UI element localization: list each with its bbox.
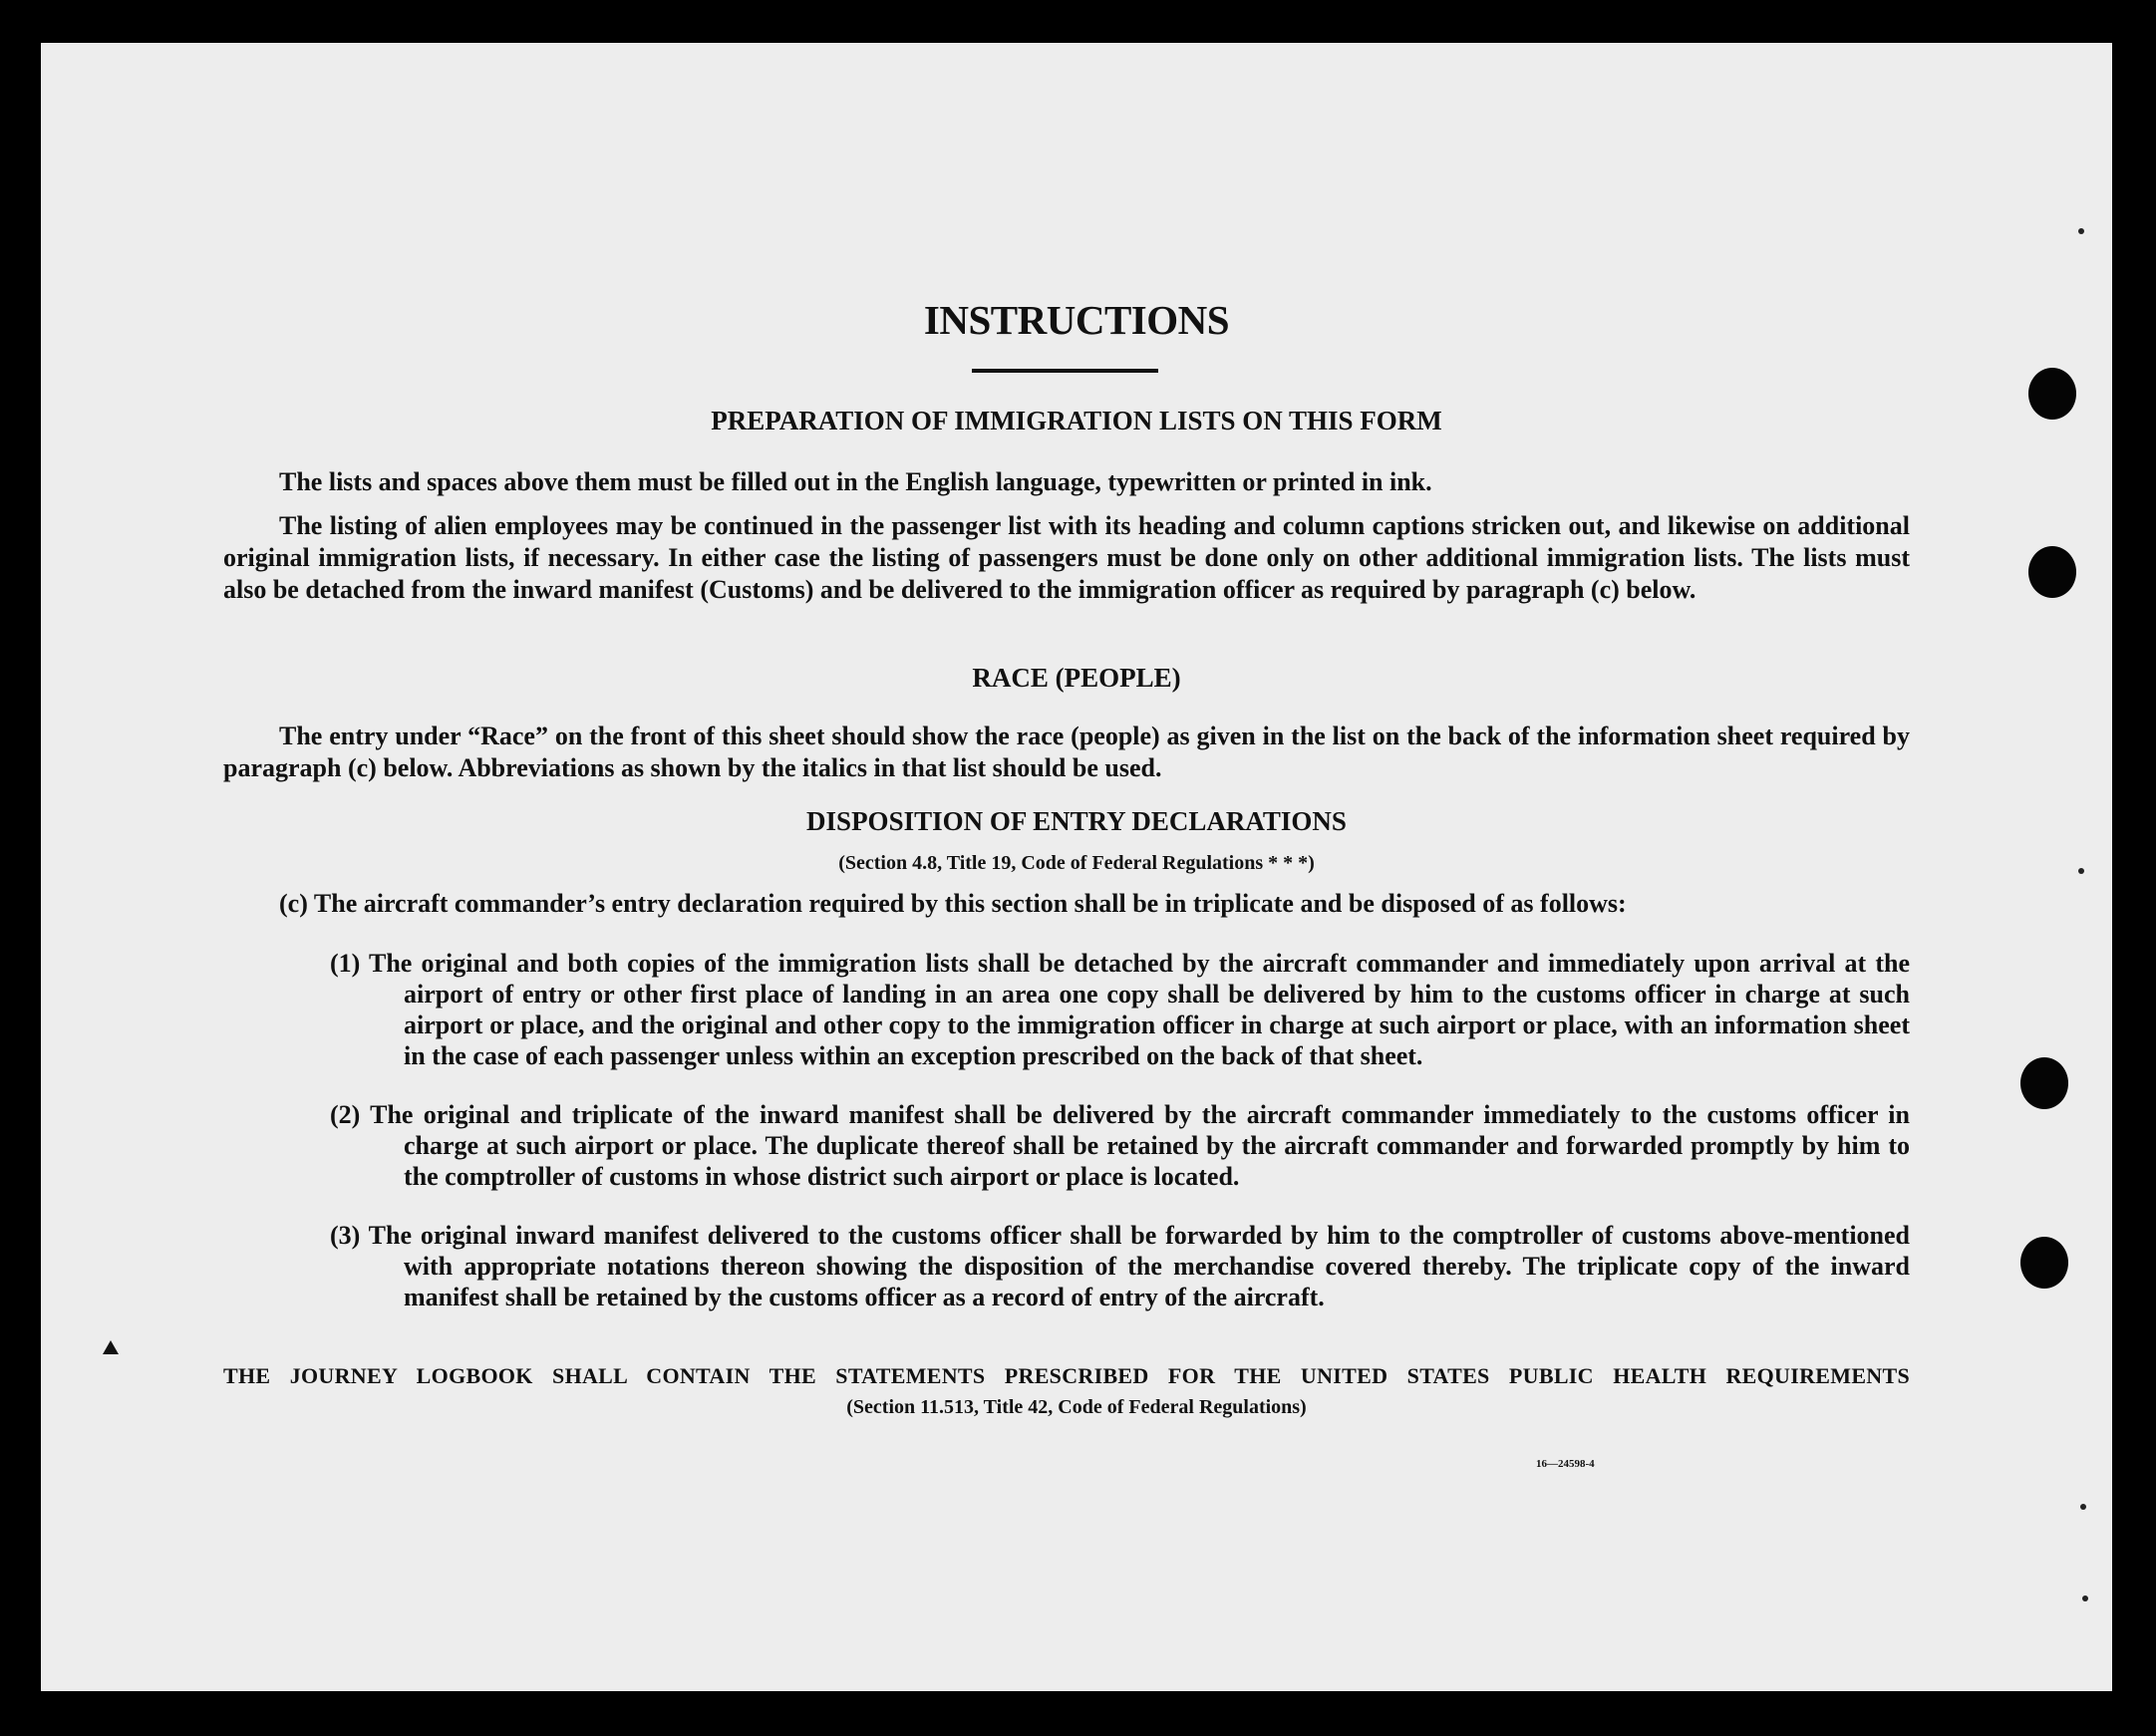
preparation-section-body bbox=[223, 466, 1910, 606]
paragraph: The lists and spaces above them must be filled out in the English language, typewritten or printed in ink. bbox=[279, 467, 1432, 496]
race-section-body bbox=[223, 721, 1910, 784]
paragraph: The entry under “Race” on the front of this sheet should show the race (people) as given in the list on the back of the information sheet required by paragraph (c) below. Abbreviations as shown by the italics in that list should be used. bbox=[223, 722, 1910, 782]
punch-hole bbox=[2020, 1057, 2068, 1109]
section-heading-preparation: PREPARATION OF IMMIGRATION LISTS ON THIS FORM bbox=[711, 406, 1442, 435]
triangle-mark bbox=[103, 1340, 119, 1354]
paragraph: (c) The aircraft commander’s entry declaration required by this section shall be in triplicate and be disposed of as follows: bbox=[279, 889, 1627, 918]
list-item: (2) The original and triplicate of the inward manifest shall be delivered by the aircraft commander immediately to the customs officer in charge at such airport or place. The duplicate thereof shall be retained by the aircraft commander and forwarded promptly by him to the comptroller of customs in whose district such airport or place is located. bbox=[330, 1100, 1910, 1191]
section-heading-race: RACE (PEOPLE) bbox=[972, 663, 1181, 693]
logbook-statement: THE JOURNEY LOGBOOK SHALL CONTAIN THE STATEMENTS PRESCRIBED FOR THE UNITED STATES PUBLIC HEALTH REQUIREMENTS bbox=[223, 1363, 1910, 1388]
page-title: INSTRUCTIONS bbox=[923, 297, 1230, 343]
title-underline bbox=[972, 369, 1158, 373]
form-number: 16—24598-4 bbox=[1536, 1458, 1595, 1470]
speck-mark bbox=[2080, 1504, 2086, 1510]
paragraph: The listing of alien employees may be continued in the passenger list with its heading and column captions stricken out, and likewise on additional original immigration lists, if necessary. In either case the listing of passengers must be done only on other additional immigration lists. The lists must also be detached from the inward manifest (Customs) and be delivered to the immigration officer as required by paragraph (c) below. bbox=[223, 511, 1910, 604]
section-reference: (Section 4.8, Title 19, Code of Federal Regulations * * *) bbox=[838, 852, 1315, 874]
speck-mark bbox=[2078, 228, 2084, 234]
logbook-reference: (Section 11.513, Title 42, Code of Federal Regulations) bbox=[846, 1396, 1307, 1418]
section-heading-disposition: DISPOSITION OF ENTRY DECLARATIONS bbox=[806, 806, 1347, 836]
list-item: (1) The original and both copies of the immigration lists shall be detached by the aircraft commander and immediately upon arrival at the airport of entry or other first place of landing in an area one copy shall be delivered by him to the customs officer in charge at such airport or place, and the original and other copy to the immigration officer in charge at such airport or place, with an information sheet in the case of each passenger unless within an exception prescribed on the back of that sheet. bbox=[330, 949, 1910, 1070]
disposition-intro bbox=[223, 888, 1910, 920]
punch-hole bbox=[2020, 1237, 2068, 1289]
speck-mark bbox=[2082, 1595, 2088, 1601]
punch-hole bbox=[2028, 546, 2076, 598]
speck-mark bbox=[2078, 868, 2084, 874]
punch-hole bbox=[2028, 368, 2076, 420]
list-item: (3) The original inward manifest delivered to the customs officer shall be forwarded by him to the comptroller of customs above-mentioned with appropriate notations thereon showing the disposition of the merchandise covered thereby. The triplicate copy of the inward manifest shall be retained by the customs officer as a record of entry of the aircraft. bbox=[330, 1221, 1910, 1311]
form-page bbox=[41, 43, 2112, 1691]
